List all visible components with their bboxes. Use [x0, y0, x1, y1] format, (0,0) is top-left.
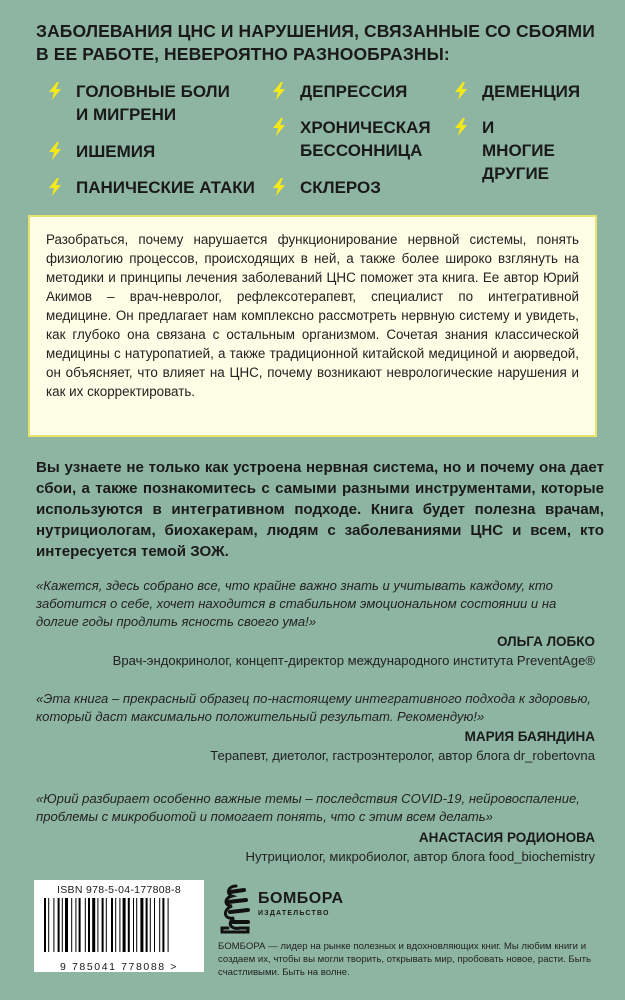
condition-item	[272, 176, 442, 199]
intro-box	[28, 215, 597, 437]
intro-text: Разобраться, почему нарушается функционирование нервной системы, понять физиологию процессов, происходящих в ней, а также более широко взглянуть на методики и принципы лечения заболеваний ЦНС поможет эта книга. Ее автор Юрий Акимов – врач-невролог, рефлексотерапевт, специалист по интегративной медицине. Он предлагает нам комплексно рассмотреть нервную систему и увидеть, как глубоко она связана с остальным организмом. Сочетая знания классической медицины с натуропатией, а также традиционной китайской медициной и аюрведой, он объясняет, что влияет на ЦНС, почему возникают неврологические нарушения и как их скорректировать.	[46, 232, 579, 399]
review-quote: «Эта книга – прекрасный образец по-настоящему интегративного подхода к здоровью, который даст максимально положительный результат. Рекомендую!»	[36, 691, 591, 724]
lightning-bolt-icon	[48, 178, 62, 196]
condition-label: СКЛЕРОЗ	[300, 178, 381, 197]
review-quote: «Кажется, здесь собрано все, что крайне важно знать и учитывать каждому, кто заботится о себе, хочет находится в стабильном эмоциональном состоянии и на долгие годы продлить ясность своего ума!»	[36, 578, 557, 629]
lightning-bolt-icon	[454, 118, 468, 136]
condition-label: И МНОГИЕ ДРУГИЕ	[482, 118, 555, 183]
condition-label: ДЕПРЕССИЯ	[300, 82, 408, 101]
condition-item	[48, 176, 258, 199]
publisher-description: БОМБОРА — лидер на рынке полезных и вдохновляющих книг. Мы любим книги и создаем их, чтобы вы могли творить, открывать мир, пробовать новое, расти. Быть счастливыми. Быть на волне.	[218, 941, 592, 978]
publisher-logo	[218, 878, 418, 938]
review-role: Терапевт, диетолог, гастроэнтеролог, автор блога dr_robertovna	[210, 748, 595, 763]
learn-paragraph: Вы узнаете не только как устроена нервная система, но и почему она дает сбои, а также познакомитесь с самыми разными инструментами, которые используются в интегративном подходе. Книга будет полезна врачам, нутрициологам, биохакерам, людям с заболеваниями ЦНС и всем, кто интересуется темой ЗОЖ.	[36, 459, 604, 560]
lightning-bolt-icon	[48, 82, 62, 100]
condition-item	[272, 116, 431, 162]
condition-label: ХРОНИЧЕСКАЯ БЕССОННИЦА	[300, 118, 431, 160]
lightning-bolt-icon	[272, 82, 286, 100]
barcode-box	[34, 880, 204, 972]
condition-label: ГОЛОВНЫЕ БОЛИ И МИГРЕНИ	[76, 82, 230, 124]
review-role: Нутрициолог, микробиолог, автор блога food_biochemistry	[245, 849, 595, 864]
lightning-bolt-icon	[454, 82, 468, 100]
publisher-subtitle: ИЗДАТЕЛЬСТВО	[258, 910, 330, 917]
publisher-name: БОМБОРА	[258, 890, 344, 907]
review-author: МАРИЯ БАЯНДИНА	[464, 729, 595, 744]
review-role: Врач-эндокринолог, концепт-директор международного института PreventAge®	[112, 653, 595, 668]
lightning-bolt-icon	[48, 142, 62, 160]
headline: ЗАБОЛЕВАНИЯ ЦНС И НАРУШЕНИЯ, СВЯЗАННЫЕ СО СБОЯМИ В ЕЕ РАБОТЕ, НЕВЕРОЯТНО РАЗНООБРАЗНЫ:	[36, 21, 595, 64]
condition-item	[272, 80, 442, 103]
barcode-icon	[40, 896, 198, 954]
condition-label: ИШЕМИЯ	[76, 142, 156, 161]
conditions-list	[48, 80, 608, 210]
barcode-digits: 9 785041 778088 >	[60, 961, 178, 973]
review-author: ОЛЬГА ЛОБКО	[496, 634, 595, 649]
condition-item	[48, 140, 238, 163]
condition-item	[454, 116, 564, 185]
condition-item	[48, 80, 238, 126]
lightning-bolt-icon	[272, 178, 286, 196]
review-author: АНАСТАСИЯ РОДИОНОВА	[418, 830, 595, 845]
condition-label: ДЕМЕНЦИЯ	[482, 82, 581, 101]
bombora-logo-icon	[218, 882, 254, 934]
isbn-label: ISBN 978-5-04-177808-8	[57, 884, 181, 896]
condition-item	[454, 80, 604, 103]
lightning-bolt-icon	[272, 118, 286, 136]
condition-label: ПАНИЧЕСКИЕ АТАКИ	[76, 178, 255, 197]
review-quote: «Юрий разбирает особенно важные темы – последствия COVID-19, нейровоспаление, проблемы с микробиотой и помогает понять, что с этим всем делать»	[36, 791, 580, 824]
